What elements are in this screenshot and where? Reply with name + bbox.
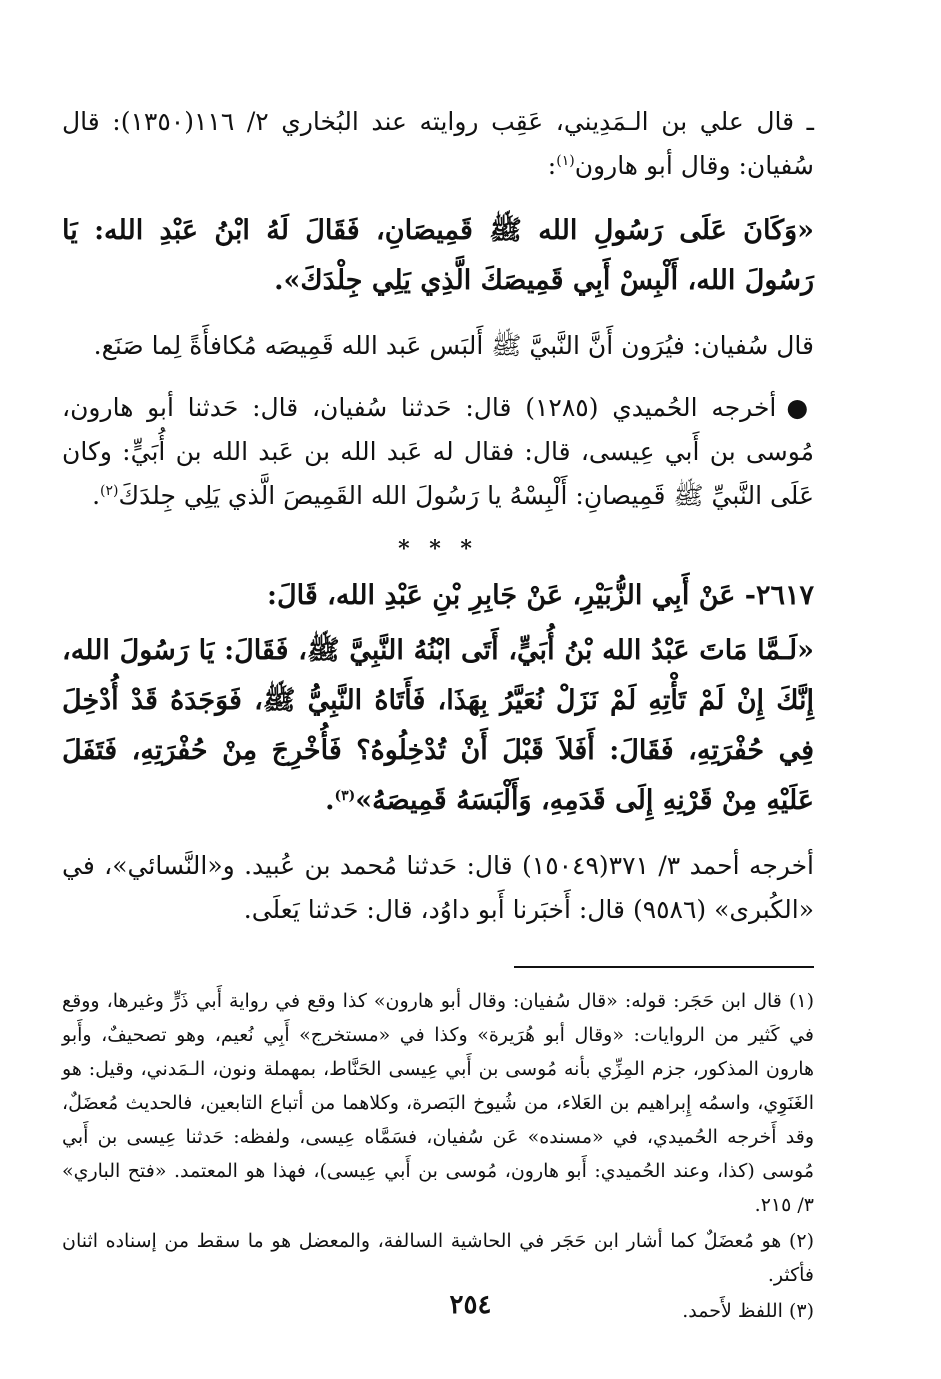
footnote-2 [62,1224,814,1292]
bullet-icon: ● [786,393,814,422]
hadith-quote-2 [62,626,814,826]
footnote-1 [62,984,814,1222]
footnote-text: هو مُعضَلٌ كما أشار ابن حَجَر في الحاشية السالفة، والمعضل هو ما سقط من إسناده اثنان فأكثر. [62,1230,814,1286]
section-separator: * * * [398,536,478,562]
paragraph-end: : [547,151,557,180]
quote-text: «لَـمَّا مَاتَ عَبْدُ الله بْنُ أُبَيٍّ، أَتَى ابْنُهُ النَّبِيَّ ﷺ، فَقَالَ: يَا رَسُولَ الله، إِنَّكَ إِنْ لَمْ تَأْتِهِ لَمْ نَزَلْ نُعَيَّرُ بِهَذَا، فَأَتَاهُ النَّبِيُّ ﷺ، فَوَجَدَهُ قَدْ أُدْخِلَ فِي حُفْرَتِهِ، فَقَالَ: أَفَلاَ قَبْلَ أَنْ تُدْخِلُوهُ؟ فَأُخْرِجَ مِنْ حُفْرَتِهِ، فَتَفَلَ عَلَيْهِ مِنْ قَرْنِهِ إِلَى قَدَمِهِ، وَأَلْبَسَهُ قَمِيصَهُ» [62,635,814,816]
hadith-quote-1: «وَكَانَ عَلَى رَسُولِ الله ﷺ قَمِيصَانِ، فَقَالَ لَهُ ابْنُ عَبْدِ الله: يَا رَسُولَ الله، أَلْبِسْ أَبِي قَمِيصَكَ الَّذِي يَلِي جِلْدَكَ». [62,215,814,296]
footnote-ref-3[interactable]: (٣) [334,788,356,804]
page [62,100,814,1360]
footnote-divider [514,966,814,968]
paragraph-humaydi [62,386,814,518]
paragraph-sufyan: قال سُفيان: فيُرَون أَنَّ النَّبيَّ ﷺ أَلبَس عَبد الله قَمِيصَه مُكافأَةً لِما صَنَع. [93,331,814,360]
hadith-heading-2617: ٢٦١٧- عَنْ أَبِي الزُّبَيْرِ، عَنْ جَابِرِ بْنِ عَبْدِ الله، قَالَ: [267,580,814,611]
footnote-number: (٢) [788,1230,815,1252]
page-number: ٢٥٤ [449,1290,492,1320]
footnote-number: (٣) [788,1300,814,1322]
footnote-ref-1[interactable]: (١) [556,153,575,169]
paragraph-end: . [92,481,101,510]
paragraph-text: أخرجه الحُميدي (١٢٨٥) قال: حَدثنا سُفيان، قال: حَدثنا أبو هارون، مُوسى بن أَبي عِيسى، قال: فقال له عَبد الله بن عَبد الله بن أُبَيٍّ: وكان عَلَى النَّبيِّ ﷺ قَمِيصانِ: أَلْبِسْهُ يا رَسُولَ الله القَمِيصَ الَّذي يَلِي جِلدَكَ [62,393,814,510]
footnote-text: قال ابن حَجَر: قوله: «قال سُفيان: وقال أبو هارون» كذا وقع في رواية أَبي ذَرٍّ وغيرها، ووقع في كَثير من الروايات: «وقال أبو هُرَيرة» وكذا في «مستخرج» أَبِي نُعيم، وهو تصحيفٌ، وأَبو هارون المذكور، جزم المِزِّي بأنه مُوسى بن أَبي عِيسى الحَنَّاط، بمهملة ونون، الـمَدني، وقيل: هو الغَنَوِي، واسمُه إِبراهيم بن العَلاء، من شُيوخ البَصرة، وكلاهما من أتباع التابعين، فالحديث مُعضَلٌ، وقد أَخرجه الحُميدي، في «مسنده» عَن سُفيان، فسَمَّاه عِيسى، ولفظه: حَدثنا عِيسى بن أَبي مُوسى (كذا، وعند الحُميدي: أَبو هارون، مُوسى بن أَبي عِيسى)، فهذا هو المعتمد. «فتح الباري» ٣/ ٢١٥. [62,990,814,1216]
paragraph-ali-ibn-al-madini [62,100,814,188]
paragraph-ahmad: أخرجه أحمد ٣/ ٣٧١(١٥٠٤٩) قال: حَدثنا مُحمد بن عُبيد. و«النَّسائي»، في «الكُبرى» (٩٥٨٦) قال: أَخبَرنا أَبو داوُد، قال: حَدثنا يَعلَى. [62,851,815,924]
footnote-number: (١) [788,990,815,1012]
paragraph-text: ـ قال علي بن الـمَدِيني، عَقِب روايته عند البُخاري ٢/ ١١٦(١٣٥٠): قال سُفيان: وقال أبو هارون [62,107,814,180]
quote-end: . [325,785,335,816]
footnote-ref-2[interactable]: (٢) [100,483,119,499]
footnote-text: اللفظ لأَحمد. [682,1300,783,1322]
